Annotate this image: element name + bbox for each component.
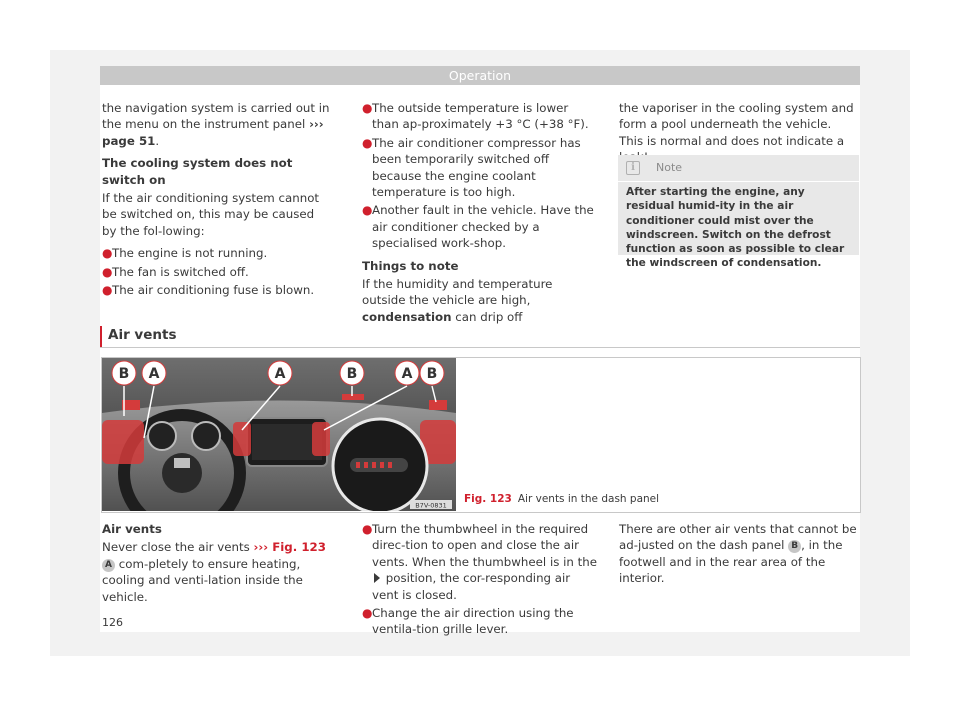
note-text: After starting the engine, any residual humid-ity in the air conditioner could mist over the windscreen. Switch on the defrost function as soon as possible to clear the windscreen of condensation. <box>626 186 845 270</box>
figure-label-a: A <box>274 366 286 382</box>
page-number: 126 <box>102 616 123 629</box>
page-link[interactable]: ››› page 51 <box>102 117 324 148</box>
figure-label-a: A <box>148 366 160 382</box>
subheading-cooling: The cooling system does not switch on <box>102 156 293 187</box>
para-text-end: com-pletely to ensure heating, cooling and venti-lation inside the vehicle. <box>102 556 303 604</box>
air-vents-paragraph <box>102 539 342 605</box>
bullet-icon: ● <box>362 135 373 150</box>
list-item-text: Another fault in the vehicle. Have the air conditioner checked by a specialised work-shop. <box>372 203 594 251</box>
intro-paragraph <box>102 100 332 149</box>
figure-label-b: B <box>346 366 358 382</box>
other-vents-paragraph <box>619 521 857 587</box>
note-box <box>618 155 859 270</box>
bottom-column-2 <box>362 521 597 640</box>
list-item <box>102 282 332 298</box>
figure-link[interactable]: ››› Fig. 123 <box>253 540 326 555</box>
caption-text: Air vents in the dash panel <box>517 493 660 505</box>
bullet-icon: ● <box>362 101 373 115</box>
list-item-text: The fan is switched off. <box>112 264 249 279</box>
list-item <box>362 135 594 201</box>
list-item-text: The air conditioning fuse is blown. <box>112 283 315 298</box>
list-item <box>102 245 332 261</box>
list-item <box>362 202 594 251</box>
vaporiser-paragraph: the vaporiser in the cooling system and form a pool underneath the vehicle. This is normal and does not indicate a <box>619 101 854 148</box>
list-item <box>362 521 597 603</box>
note-header <box>618 155 859 182</box>
section-title: Air vents <box>108 327 177 343</box>
bullet-icon: ● <box>102 264 113 279</box>
text-column-1 <box>102 100 332 300</box>
list-item <box>362 100 594 133</box>
note-title: Note <box>656 161 683 174</box>
list-text-end: position, the cor-responding air vent is closed. <box>372 571 571 602</box>
figure-label-b: B <box>118 366 130 382</box>
list-item <box>362 605 597 638</box>
bullet-icon: ● <box>362 203 373 218</box>
things-paragraph <box>362 276 594 325</box>
para-text: If the humidity and temperature outside the vehicle are high, <box>362 277 553 308</box>
figure-label-b: B <box>426 366 438 382</box>
bullet-icon: ● <box>102 246 113 261</box>
bullet-icon: ● <box>102 283 113 298</box>
subheading-things-to-note: Things to note <box>362 258 459 273</box>
list-item <box>102 264 332 280</box>
figure-caption <box>464 493 659 505</box>
para-text-end: , in the footwell and in the rear area of the interior. <box>619 538 843 586</box>
bold-term: condensation <box>362 309 452 324</box>
bullet-icon: ● <box>362 606 373 621</box>
list-item-text: The air conditioner compressor has been temporarily switched off because the engine coolant temperature is too high. <box>372 135 581 200</box>
para-text-end: can drip off <box>451 309 523 324</box>
bottom-column-3 <box>619 521 857 593</box>
list-item-text <box>372 521 597 603</box>
figure-number: Fig. 123 <box>464 493 512 505</box>
section-marker <box>100 326 102 348</box>
bullet-icon: ● <box>362 522 373 536</box>
list-item-text: Change the air direction using the ventila-tion grille lever. <box>372 606 574 637</box>
para-text: Never close the air vents <box>102 540 254 555</box>
intro-end: . <box>155 133 160 148</box>
list-item-text: The outside temperature is lower than ap-proximately +3 °C (+38 °F). <box>372 101 589 132</box>
image-code: B7V-0831 <box>415 501 447 510</box>
figure-label-a: A <box>401 366 413 382</box>
subheading-air-vents: Air vents <box>102 522 162 536</box>
marker-a: A <box>102 559 115 572</box>
text-column-2 <box>362 100 594 331</box>
closed-position-icon <box>374 573 380 583</box>
marker-b: B <box>788 540 801 553</box>
info-icon: i <box>626 161 640 175</box>
list-text: Turn the thumbwheel in the required direc-tion to open and close the air vents. When the thumbwheel is in the <box>372 522 597 569</box>
dashboard-illustration <box>102 358 456 511</box>
running-header: Operation <box>100 66 860 85</box>
section-divider <box>100 347 860 348</box>
intro-text: the navigation system is carried out in the menu on the instrument panel <box>102 101 330 132</box>
cooling-paragraph: If the air conditioning system cannot be switched on, this may be caused by the fol-lowing: <box>102 191 320 238</box>
bottom-column-1 <box>102 521 342 611</box>
para-text: There are other air vents that cannot be ad-justed on the dash panel <box>619 522 857 553</box>
list-item-text: The engine is not running. <box>112 246 268 261</box>
